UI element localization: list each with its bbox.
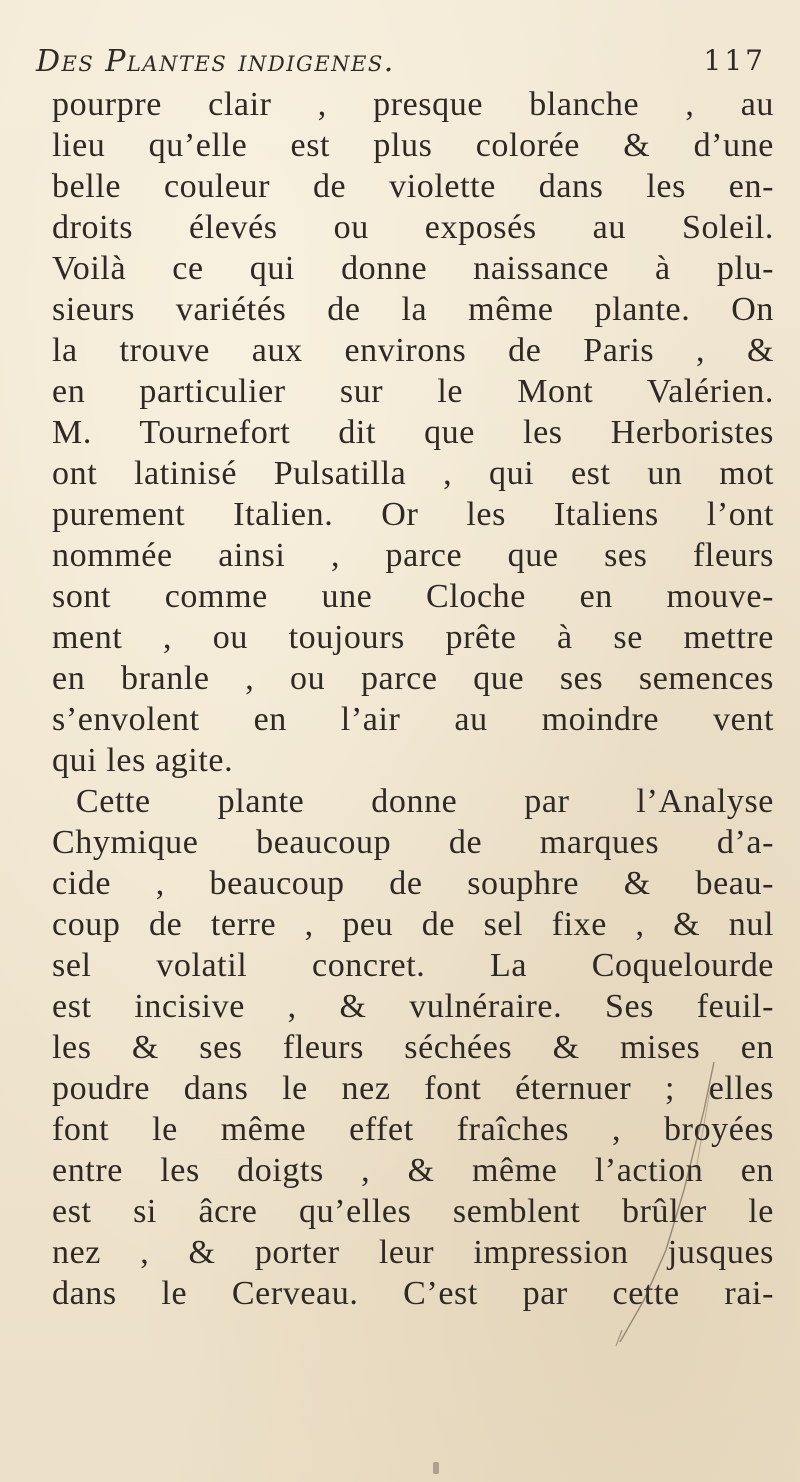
text-line: Chymique beaucoup de marques d’a- — [52, 824, 774, 861]
text-line: sont comme une Cloche en mouve- — [52, 578, 774, 615]
text-line: ment , ou toujours prête à se mettre — [52, 619, 774, 656]
text-line: purement Italien. Or les Italiens l’ont — [52, 496, 774, 533]
text-line: est si âcre qu’elles semblent brûler le — [52, 1193, 774, 1230]
text-line: en branle , ou parce que ses semences — [52, 660, 774, 697]
text-line: droits élevés ou exposés au Soleil. — [52, 209, 774, 246]
running-title: Des Plantes indigenes. — [36, 44, 395, 79]
text-line: font le même effet fraîches , broyées — [52, 1111, 774, 1148]
text-line: nez , & porter leur impression jusques — [52, 1234, 774, 1271]
text-line: s’envolent en l’air au moindre vent — [52, 701, 774, 738]
text-line: coup de terre , peu de sel fixe , & nul — [52, 906, 774, 943]
text-line: Cette plante donne par l’Analyse — [76, 783, 774, 820]
text-line: sieurs variétés de la même plante. On — [52, 291, 774, 328]
text-line: pourpre clair , presque blanche , au — [52, 86, 774, 123]
text-line: M. Tournefort dit que les Herboristes — [52, 414, 774, 451]
text-line: ont latinisé Pulsatilla , qui est un mot — [52, 455, 774, 492]
text-line: dans le Cerveau. C’est par cette rai- — [52, 1275, 774, 1312]
text-line: poudre dans le nez font éternuer ; elles — [52, 1070, 774, 1107]
text-line: les & ses fleurs séchées & mises en — [52, 1029, 774, 1066]
text-line: Voilà ce qui donne naissance à plu- — [52, 250, 774, 287]
text-line: entre les doigts , & même l’action en — [52, 1152, 774, 1189]
text-line: belle couleur de violette dans les en- — [52, 168, 774, 205]
text-line: nommée ainsi , parce que ses fleurs — [52, 537, 774, 574]
page-number: 117 — [703, 44, 766, 77]
text-line: est incisive , & vulnéraire. Ses feuil- — [52, 988, 774, 1025]
text-line: en particulier sur le Mont Valérien. — [52, 373, 774, 410]
pencil-mark — [614, 1050, 724, 1350]
text-line: la trouve aux environs de Paris , & — [52, 332, 774, 369]
text-line: qui les agite. — [52, 742, 234, 779]
text-line: sel volatil concret. La Coquelourde — [52, 947, 774, 984]
paper-speck — [433, 1462, 439, 1474]
text-line: cide , beaucoup de souphre & beau- — [52, 865, 774, 902]
text-line: lieu qu’elle est plus colorée & d’une — [52, 127, 774, 164]
